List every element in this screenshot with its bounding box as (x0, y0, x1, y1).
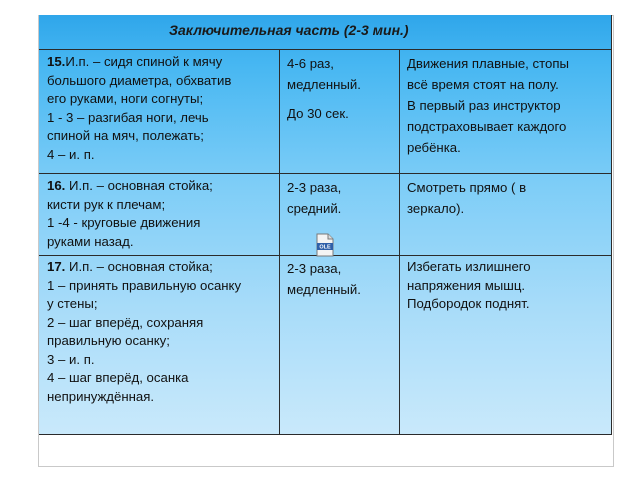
exercise-table (39, 15, 612, 435)
exercise-text: И.п. – основная стойка; (69, 178, 213, 193)
exercise-text: 3 – и. п. (47, 351, 95, 367)
exercise-text: 1 – принять правильную осанку (47, 277, 242, 293)
notes-text: Движения плавные, стопы (407, 56, 569, 71)
exercise-text: его руками, ноги согнуты; (47, 91, 204, 106)
ole-object-icon[interactable] (315, 233, 335, 257)
dosage-text: 2-3 раза, (287, 261, 342, 276)
dosage-text: медленный. (287, 77, 361, 92)
notes-text: всё время стоят на полу. (407, 77, 559, 92)
notes-text: Подбородок поднят. (407, 296, 530, 311)
exercise-text: 4 – шаг вперёд, осанка (47, 370, 189, 385)
table-header (39, 15, 611, 50)
dosage-text: 4-6 раз, (287, 56, 334, 71)
dosage-text: медленный. (287, 282, 361, 297)
exercise-text: 1 -4 - круговые движения (47, 215, 201, 230)
exercise-text: непринуждённая. (47, 388, 155, 404)
notes-text: Смотреть прямо ( в (407, 180, 527, 195)
notes-text: Избегать излишнего (407, 259, 531, 274)
dosage-text: 2-3 раза, (287, 180, 342, 195)
column-divider (399, 49, 400, 435)
exercise-text: спиной на мяч, полежать; (47, 128, 204, 143)
notes-cell-15 (407, 53, 569, 158)
dosage-cell-16 (287, 177, 341, 219)
exercise-cell-16 (47, 177, 213, 251)
exercise-text: 4 – и. п. (47, 146, 95, 162)
exercise-text: большого диаметра, обхватив (47, 72, 232, 88)
notes-cell-16 (407, 177, 526, 219)
exercise-text: руками назад. (47, 233, 134, 249)
exercise-text: И.п. – сидя спиной к мячу (65, 54, 223, 69)
exercise-text: И.п. – основная стойка; (69, 259, 213, 274)
exercise-text: кисти рук к плечам; (47, 196, 166, 212)
dosage-cell-15 (287, 53, 361, 124)
exercise-text: 2 – шаг вперёд, сохраняя (47, 314, 204, 330)
dosage-text: До 30 сек. (287, 106, 349, 121)
notes-text: В первый раз инструктор (407, 98, 561, 113)
dosage-cell-17 (287, 258, 361, 300)
exercise-number: 17. (47, 259, 66, 274)
row-divider (39, 173, 611, 174)
dosage-text: средний. (287, 201, 342, 216)
exercise-number: 15. (47, 54, 66, 69)
exercise-cell-15 (47, 53, 231, 164)
ole-icon-label: OLE (319, 244, 331, 251)
notes-text: ребёнка. (407, 140, 461, 155)
column-divider (279, 49, 280, 435)
notes-cell-17 (407, 258, 531, 314)
notes-text: напряжения мышц. (407, 277, 526, 293)
exercise-cell-17 (47, 258, 241, 406)
notes-text: подстраховывает каждого (407, 119, 567, 134)
header-title: Заключительная часть (2-3 мин.) (169, 22, 409, 38)
exercise-text: правильную осанку; (47, 333, 170, 348)
notes-text: зеркало). (407, 201, 465, 216)
exercise-text: у стены; (47, 296, 98, 311)
exercise-number: 16. (47, 178, 66, 193)
exercise-text: 1 - 3 – разгибая ноги, лечь (47, 109, 209, 125)
